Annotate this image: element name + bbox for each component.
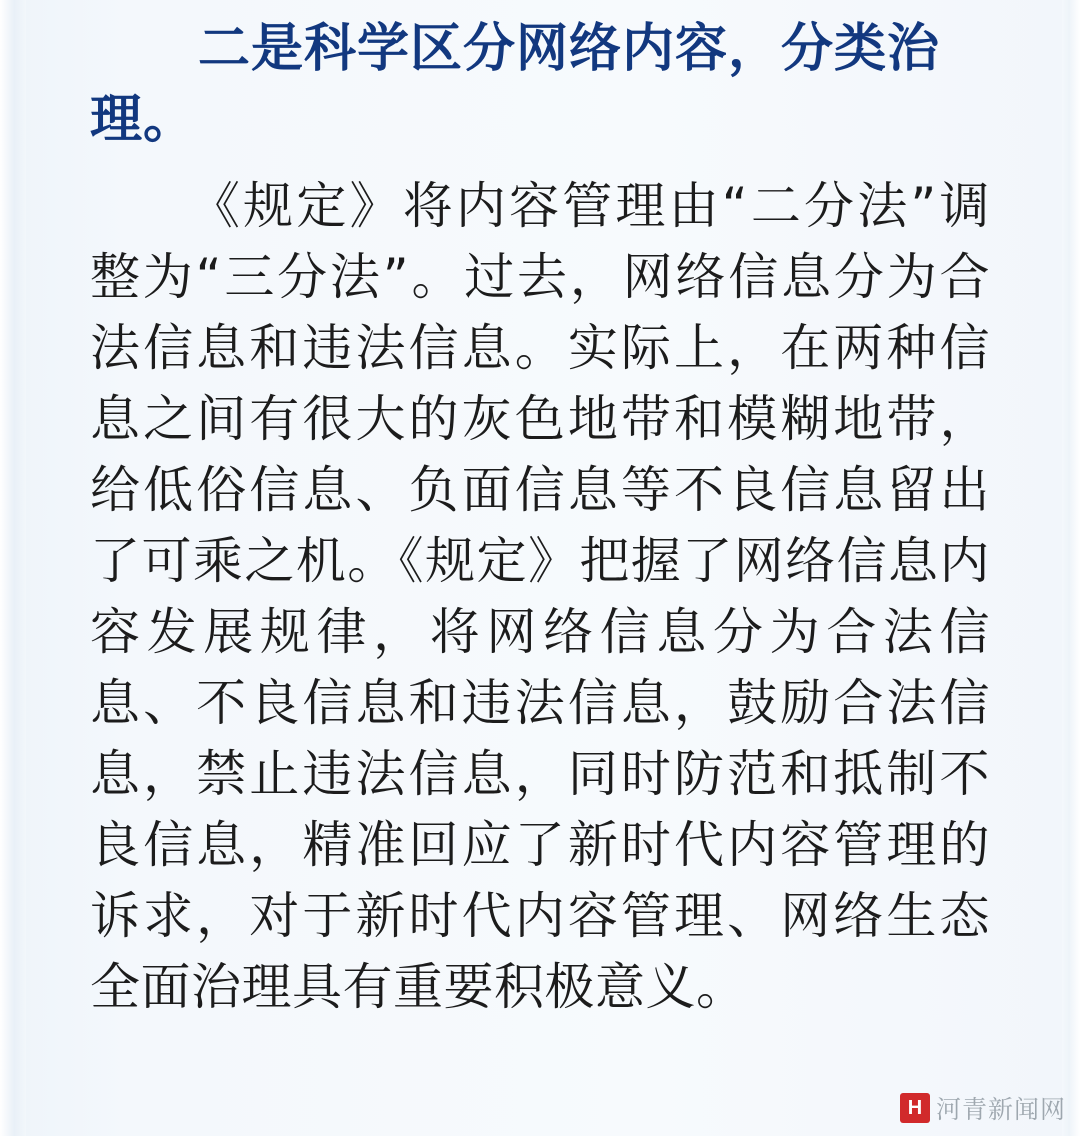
article-paragraph: 《规定》将内容管理由“二分法”调整为“三分法”。过去，网络信息分为合法信息和违法信息。实际上，在两种信息之间有很大的灰色地带和模糊地带，给低俗信息、负面信息等不良信息留出了可乘之机。《规定》把握了网络信息内容发展规律，将网络信息分为合法信息、不良信息和违法信息，鼓励合法信息，禁止违法信息，同时防范和抵制不良信息，精准回应了新时代内容管理的诉求，对于新时代内容管理、网络生态全面治理具有重要积极意义。 xyxy=(90,177,990,1017)
watermark-label: 河青新闻网 xyxy=(935,1095,1066,1124)
article-heading: 二是科学区分网络内容，分类治理。 xyxy=(90,19,941,150)
watermark-logo-icon: H xyxy=(900,1093,930,1123)
watermark xyxy=(900,1090,1066,1126)
